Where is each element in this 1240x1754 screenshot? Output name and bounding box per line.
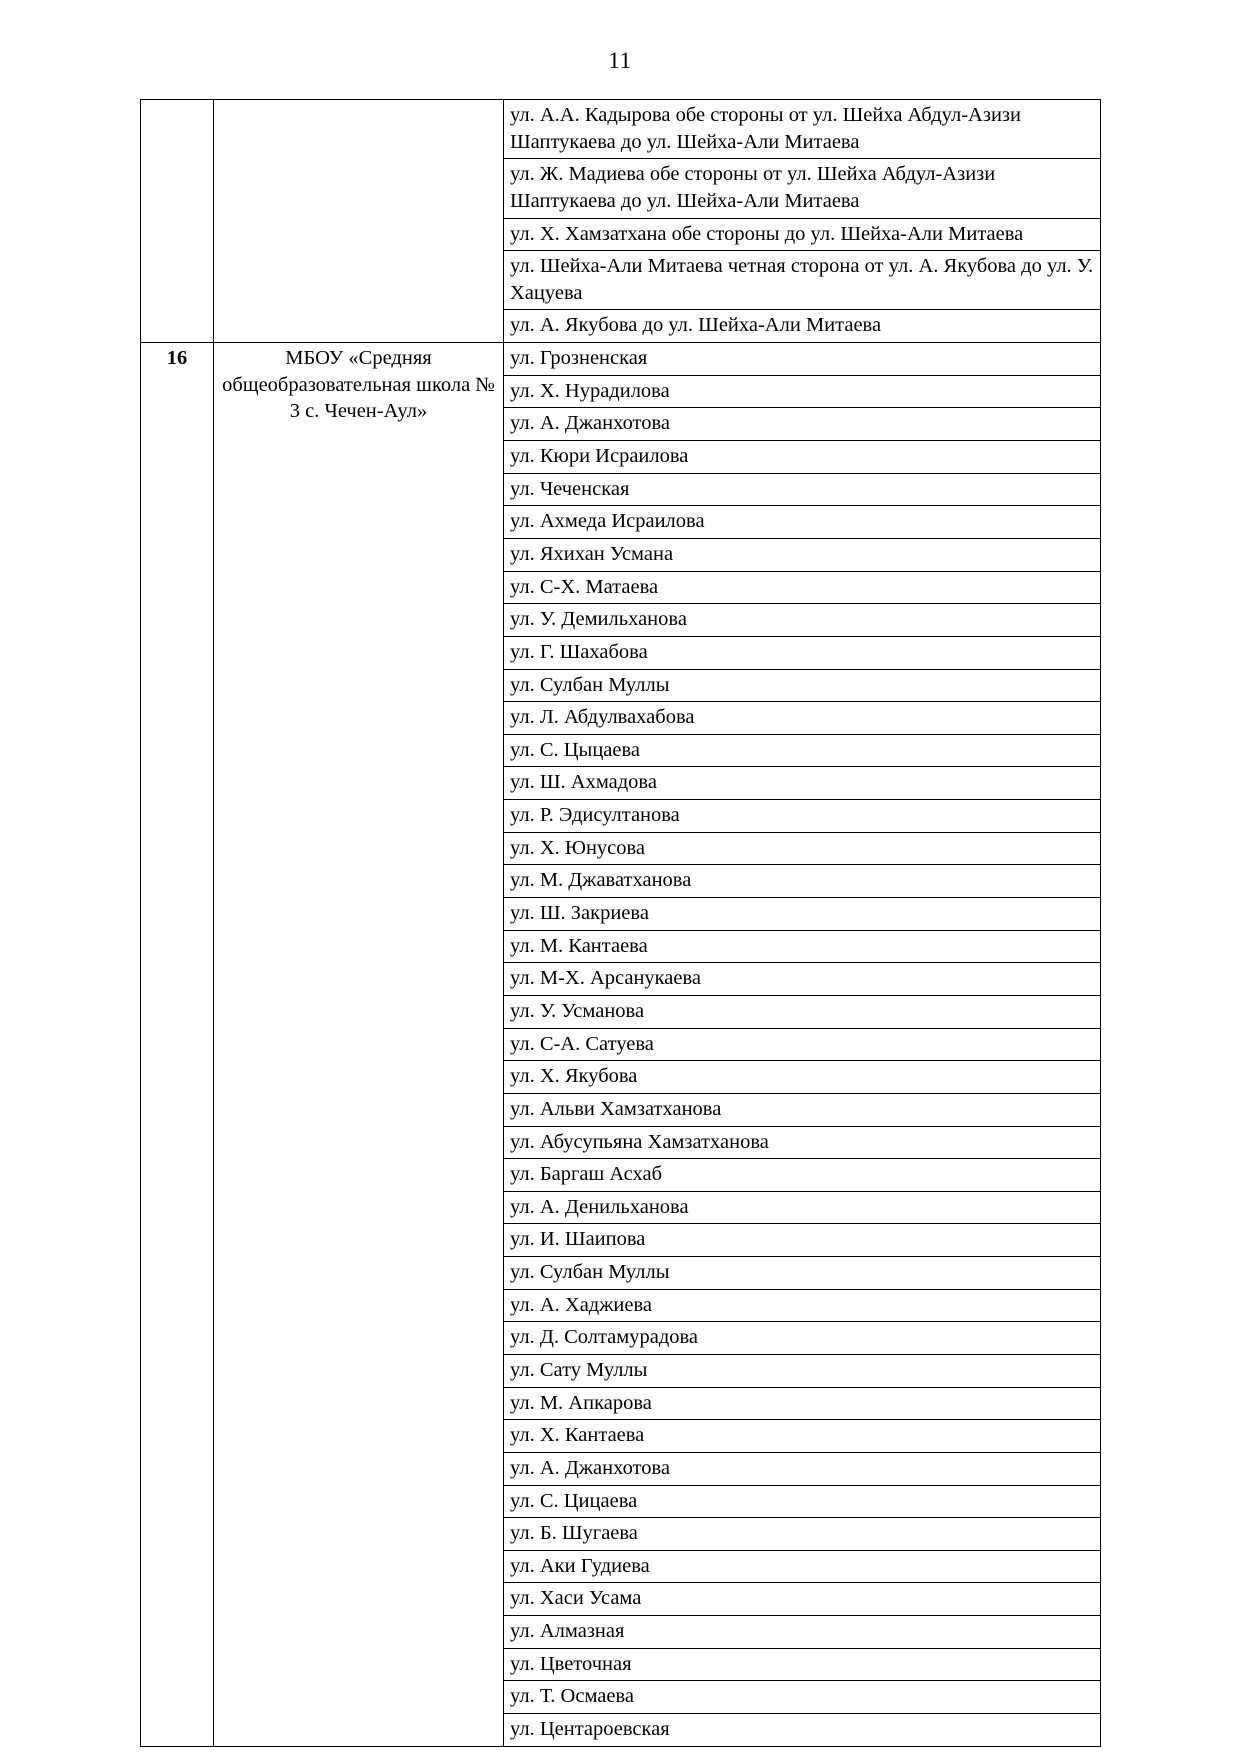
table-row bbox=[141, 343, 1101, 376]
street-name: ул. А. Якубова до ул. Шейха-Али Митаева bbox=[510, 314, 882, 337]
street-cell bbox=[504, 1257, 1101, 1290]
street-name: ул. Грозненская bbox=[510, 347, 648, 370]
street-cell bbox=[504, 159, 1101, 218]
street-name: ул. Д. Солтамурадова bbox=[510, 1326, 699, 1349]
street-cell bbox=[504, 1518, 1101, 1551]
street-name: ул. М. Апкарова bbox=[510, 1391, 652, 1414]
street-name: ул. И. Шаипова bbox=[510, 1228, 646, 1251]
street-cell bbox=[504, 604, 1101, 637]
street-cell bbox=[504, 800, 1101, 833]
street-cell bbox=[504, 1714, 1101, 1747]
street-cell bbox=[504, 1616, 1101, 1649]
street-name: ул. Л. Абдулвахабова bbox=[510, 706, 695, 729]
street-name: ул. Сату Муллы bbox=[510, 1358, 648, 1381]
street-name: ул. Б. Шугаева bbox=[510, 1522, 638, 1545]
street-cell bbox=[504, 375, 1101, 408]
street-cell bbox=[504, 963, 1101, 996]
street-name: ул. Цветочная bbox=[510, 1652, 632, 1675]
street-name: ул. Абусупьяна Хамзатханова bbox=[510, 1130, 769, 1153]
street-name: ул. Г. Шахабова bbox=[510, 640, 648, 663]
street-cell bbox=[504, 898, 1101, 931]
street-name: ул. Баргаш Асхаб bbox=[510, 1163, 662, 1186]
street-name: ул. Т. Осмаева bbox=[510, 1685, 634, 1708]
street-cell bbox=[504, 1420, 1101, 1453]
street-cell bbox=[504, 702, 1101, 735]
street-name: ул. Чеченская bbox=[510, 477, 630, 500]
street-name: ул. Аки Гудиева bbox=[510, 1554, 650, 1577]
street-name: ул. У. Усманова bbox=[510, 999, 645, 1022]
street-name: ул. С. Цыцаева bbox=[510, 738, 641, 761]
street-name: ул. Х. Кантаева bbox=[510, 1424, 645, 1447]
street-cell bbox=[504, 930, 1101, 963]
street-cell bbox=[504, 1093, 1101, 1126]
street-cell bbox=[504, 408, 1101, 441]
street-name: ул. А.А. Кадырова обе стороны от ул. Шейха Абдул-Азизи Шаптукаева до ул. Шейха-Али Митаева bbox=[510, 104, 1021, 153]
street-name: ул. Кюри Исраилова bbox=[510, 445, 689, 468]
street-name: ул. Альви Хамзатханова bbox=[510, 1097, 722, 1120]
row-number-cell bbox=[141, 100, 214, 343]
street-cell bbox=[504, 1028, 1101, 1061]
street-name: ул. М-Х. Арсанукаева bbox=[510, 967, 702, 990]
street-name: ул. А. Денильханова bbox=[510, 1195, 689, 1218]
street-cell bbox=[504, 218, 1101, 251]
table-container bbox=[140, 74, 1100, 1747]
street-name: ул. Ш. Закриева bbox=[510, 902, 649, 925]
street-name: ул. Яхихан Усмана bbox=[510, 542, 674, 565]
street-name: ул. Х. Нурадилова bbox=[510, 379, 670, 402]
table-row bbox=[141, 100, 1101, 159]
street-cell bbox=[504, 1648, 1101, 1681]
street-cell bbox=[504, 832, 1101, 865]
street-name: ул. А. Хаджиева bbox=[510, 1293, 652, 1316]
street-name: ул. Сулбан Муллы bbox=[510, 673, 670, 696]
row-number-cell: 16 bbox=[141, 343, 214, 1747]
page-number: 11 bbox=[608, 48, 632, 73]
street-cell bbox=[504, 1159, 1101, 1192]
street-name: ул. Ш. Ахмадова bbox=[510, 771, 657, 794]
street-name: ул. Алмазная bbox=[510, 1620, 625, 1643]
street-name: ул. М. Кантаева bbox=[510, 934, 648, 957]
street-cell bbox=[504, 1354, 1101, 1387]
street-cell bbox=[504, 100, 1101, 159]
street-name: ул. Центароевская bbox=[510, 1718, 670, 1741]
street-cell bbox=[504, 995, 1101, 1028]
table-body bbox=[141, 100, 1101, 1747]
street-cell bbox=[504, 669, 1101, 702]
street-cell bbox=[504, 1387, 1101, 1420]
street-cell bbox=[504, 1289, 1101, 1322]
street-name: ул. Х. Якубова bbox=[510, 1065, 638, 1088]
street-name: ул. Шейха-Али Митаева четная сторона от ул. А. Якубова до ул. У. Хацуева bbox=[510, 255, 1094, 304]
street-name: ул. А. Джанхотова bbox=[510, 1456, 670, 1479]
street-cell bbox=[504, 506, 1101, 539]
street-cell bbox=[504, 251, 1101, 310]
schools-streets-table bbox=[140, 99, 1101, 1747]
street-cell bbox=[504, 734, 1101, 767]
street-name: ул. Ахмеда Исраилова bbox=[510, 510, 705, 533]
street-name: ул. У. Демильханова bbox=[510, 608, 687, 631]
street-name: ул. Х. Юнусова bbox=[510, 836, 646, 859]
street-cell bbox=[504, 1224, 1101, 1257]
street-name: ул. А. Джанхотова bbox=[510, 412, 670, 435]
street-cell bbox=[504, 1061, 1101, 1094]
street-cell bbox=[504, 473, 1101, 506]
street-name: ул. Х. Хамзатхана обе стороны до ул. Шейха-Али Митаева bbox=[510, 222, 1024, 245]
street-cell bbox=[504, 1681, 1101, 1714]
street-cell bbox=[504, 571, 1101, 604]
street-name: ул. Ж. Мадиева обе стороны от ул. Шейха Абдул-Азизи Шаптукаева до ул. Шейха-Али Митаева bbox=[510, 163, 996, 212]
street-cell bbox=[504, 636, 1101, 669]
street-name: ул. Р. Эдисултанова bbox=[510, 804, 680, 827]
street-cell bbox=[504, 343, 1101, 376]
street-name: ул. Сулбан Муллы bbox=[510, 1261, 670, 1284]
street-cell bbox=[504, 310, 1101, 343]
organization-cell: МБОУ «Средняя общеобразовательная школа № 3 с. Чечен-Аул» bbox=[214, 343, 504, 1747]
street-cell bbox=[504, 1485, 1101, 1518]
street-cell bbox=[504, 865, 1101, 898]
street-cell bbox=[504, 1322, 1101, 1355]
organization-cell bbox=[214, 100, 504, 343]
street-cell bbox=[504, 441, 1101, 474]
street-name: ул. М. Джаватханова bbox=[510, 869, 692, 892]
street-cell bbox=[504, 1550, 1101, 1583]
street-name: ул. С. Цицаева bbox=[510, 1489, 638, 1512]
street-cell bbox=[504, 538, 1101, 571]
street-cell bbox=[504, 767, 1101, 800]
street-name: ул. С-А. Сатуева bbox=[510, 1032, 654, 1055]
street-name: ул. Хаси Усама bbox=[510, 1587, 642, 1610]
street-name: ул. С-Х. Матаева bbox=[510, 575, 659, 598]
street-cell bbox=[504, 1191, 1101, 1224]
street-cell bbox=[504, 1452, 1101, 1485]
street-cell bbox=[504, 1583, 1101, 1616]
street-cell bbox=[504, 1126, 1101, 1159]
